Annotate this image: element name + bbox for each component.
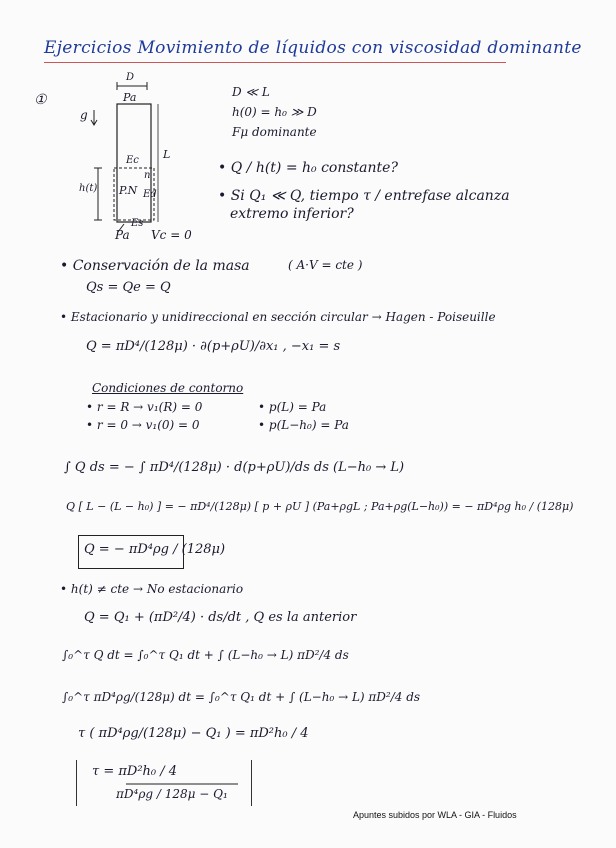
bc-2-text: r = 0 → v₁(0) = 0	[96, 418, 200, 432]
assumption-3: Fμ dominante	[232, 125, 317, 139]
diagram-ed: Ed	[143, 189, 157, 200]
question-1-text: Q / h(t) = h₀ constante?	[230, 160, 398, 176]
unsteady-heading-text: h(t) ≠ cte → No estacionario	[70, 582, 244, 596]
diagram-pa-bottom: Pa	[115, 228, 130, 242]
unsteady-equation-3: τ ( πD⁴ρg/(128μ) − Q₁ ) = πD²h₀ / 4	[78, 726, 309, 741]
diagram-pn: P.N	[119, 184, 138, 197]
bc-4-text: p(L−h₀) = Pa	[268, 418, 349, 432]
unsteady-heading: • h(t) ≠ cte → No estacionario	[60, 582, 244, 596]
derivation-result: Q = − πD⁴ρg / (128μ)	[84, 542, 226, 557]
tau-denominator: πD⁴ρg / 128μ − Q₁	[116, 787, 228, 801]
assumption-1: D ≪ L	[232, 85, 270, 99]
footer-credit: Apuntes subidos por WLA - GIA - Fluidos	[353, 810, 517, 820]
diagram-pa-top: Pa	[123, 91, 137, 104]
flow-heading-text: Estacionario y unidireccional en sección circular → Hagen - Poiseuille	[70, 310, 496, 324]
diagram-es: Es	[131, 218, 144, 229]
bc-2: • r = 0 → v₁(0) = 0	[86, 418, 200, 432]
bc-heading: Condiciones de contorno	[92, 381, 244, 395]
question-1: • Q / h(t) = h₀ constante?	[218, 160, 398, 176]
question-2-cont: extremo inferior?	[230, 206, 354, 222]
unsteady-integral-1: ∫₀^τ Q dt = ∫₀^τ Q₁ dt + ∫ (L−h₀ → L) πD²/4 ds	[62, 648, 349, 662]
bc-3-text: p(L) = Pa	[268, 400, 327, 414]
tau-numerator: τ = πD²h₀ / 4	[92, 764, 178, 779]
bc-4: • p(L−h₀) = Pa	[258, 418, 349, 432]
bc-3: • p(L) = Pa	[258, 400, 327, 414]
page-title: Ejercicios Movimiento de líquidos con viscosidad dominante	[44, 38, 582, 58]
mass-equation: Qs = Qe = Q	[86, 280, 171, 295]
mass-heading-text: Conservación de la masa	[72, 258, 250, 274]
unsteady-integral-2: ∫₀^τ πD⁴ρg/(128μ) dt = ∫₀^τ Q₁ dt + ∫ (L−h₀ → L) πD²/4 ds	[62, 690, 421, 704]
diagram-diameter: D	[126, 72, 135, 83]
question-2: • Si Q₁ ≪ Q, tiempo τ / entrefase alcanza	[218, 188, 510, 204]
flow-equation: Q = πD⁴/(128μ) · ∂(p+ρU)/∂x₁ , −x₁ = s	[86, 339, 341, 354]
diagram-gravity: g	[80, 108, 88, 122]
exercise-number: ①	[34, 92, 47, 108]
diagram-vc: Vc = 0	[151, 228, 192, 242]
diagram-height: h(t)	[79, 183, 98, 194]
diagram-normal: n	[144, 170, 151, 181]
derivation-integral: ∫ Q ds = − ∫ πD⁴/(128μ) · d(p+ρU)/ds ds (L−h₀ → L)	[64, 460, 405, 475]
unsteady-equation: Q = Q₁ + (πD²/4) · ds/dt , Q es la anterior	[84, 610, 357, 625]
assumption-2: h(0) = h₀ ≫ D	[232, 105, 317, 119]
mass-heading: • Conservación de la masa	[60, 258, 250, 274]
bc-1-text: r = R → v₁(R) = 0	[96, 400, 203, 414]
mass-note: ( A·V = cte )	[288, 258, 363, 272]
flow-heading: • Estacionario y unidireccional en sección circular → Hagen - Poiseuille	[60, 310, 496, 324]
bc-1: • r = R → v₁(R) = 0	[86, 400, 203, 414]
diagram-ec: Ec	[126, 155, 139, 166]
derivation-evaluated: Q [ L − (L − h₀) ] = − πD⁴/(128μ) [ p + ρU ] (Pa+ρgL ; Pa+ρg(L−h₀)) = − πD⁴ρg h₀ / (128μ)	[66, 500, 574, 513]
diagram-length: L	[163, 148, 171, 161]
question-2-text: Si Q₁ ≪ Q, tiempo τ / entrefase alcanza	[230, 188, 510, 204]
